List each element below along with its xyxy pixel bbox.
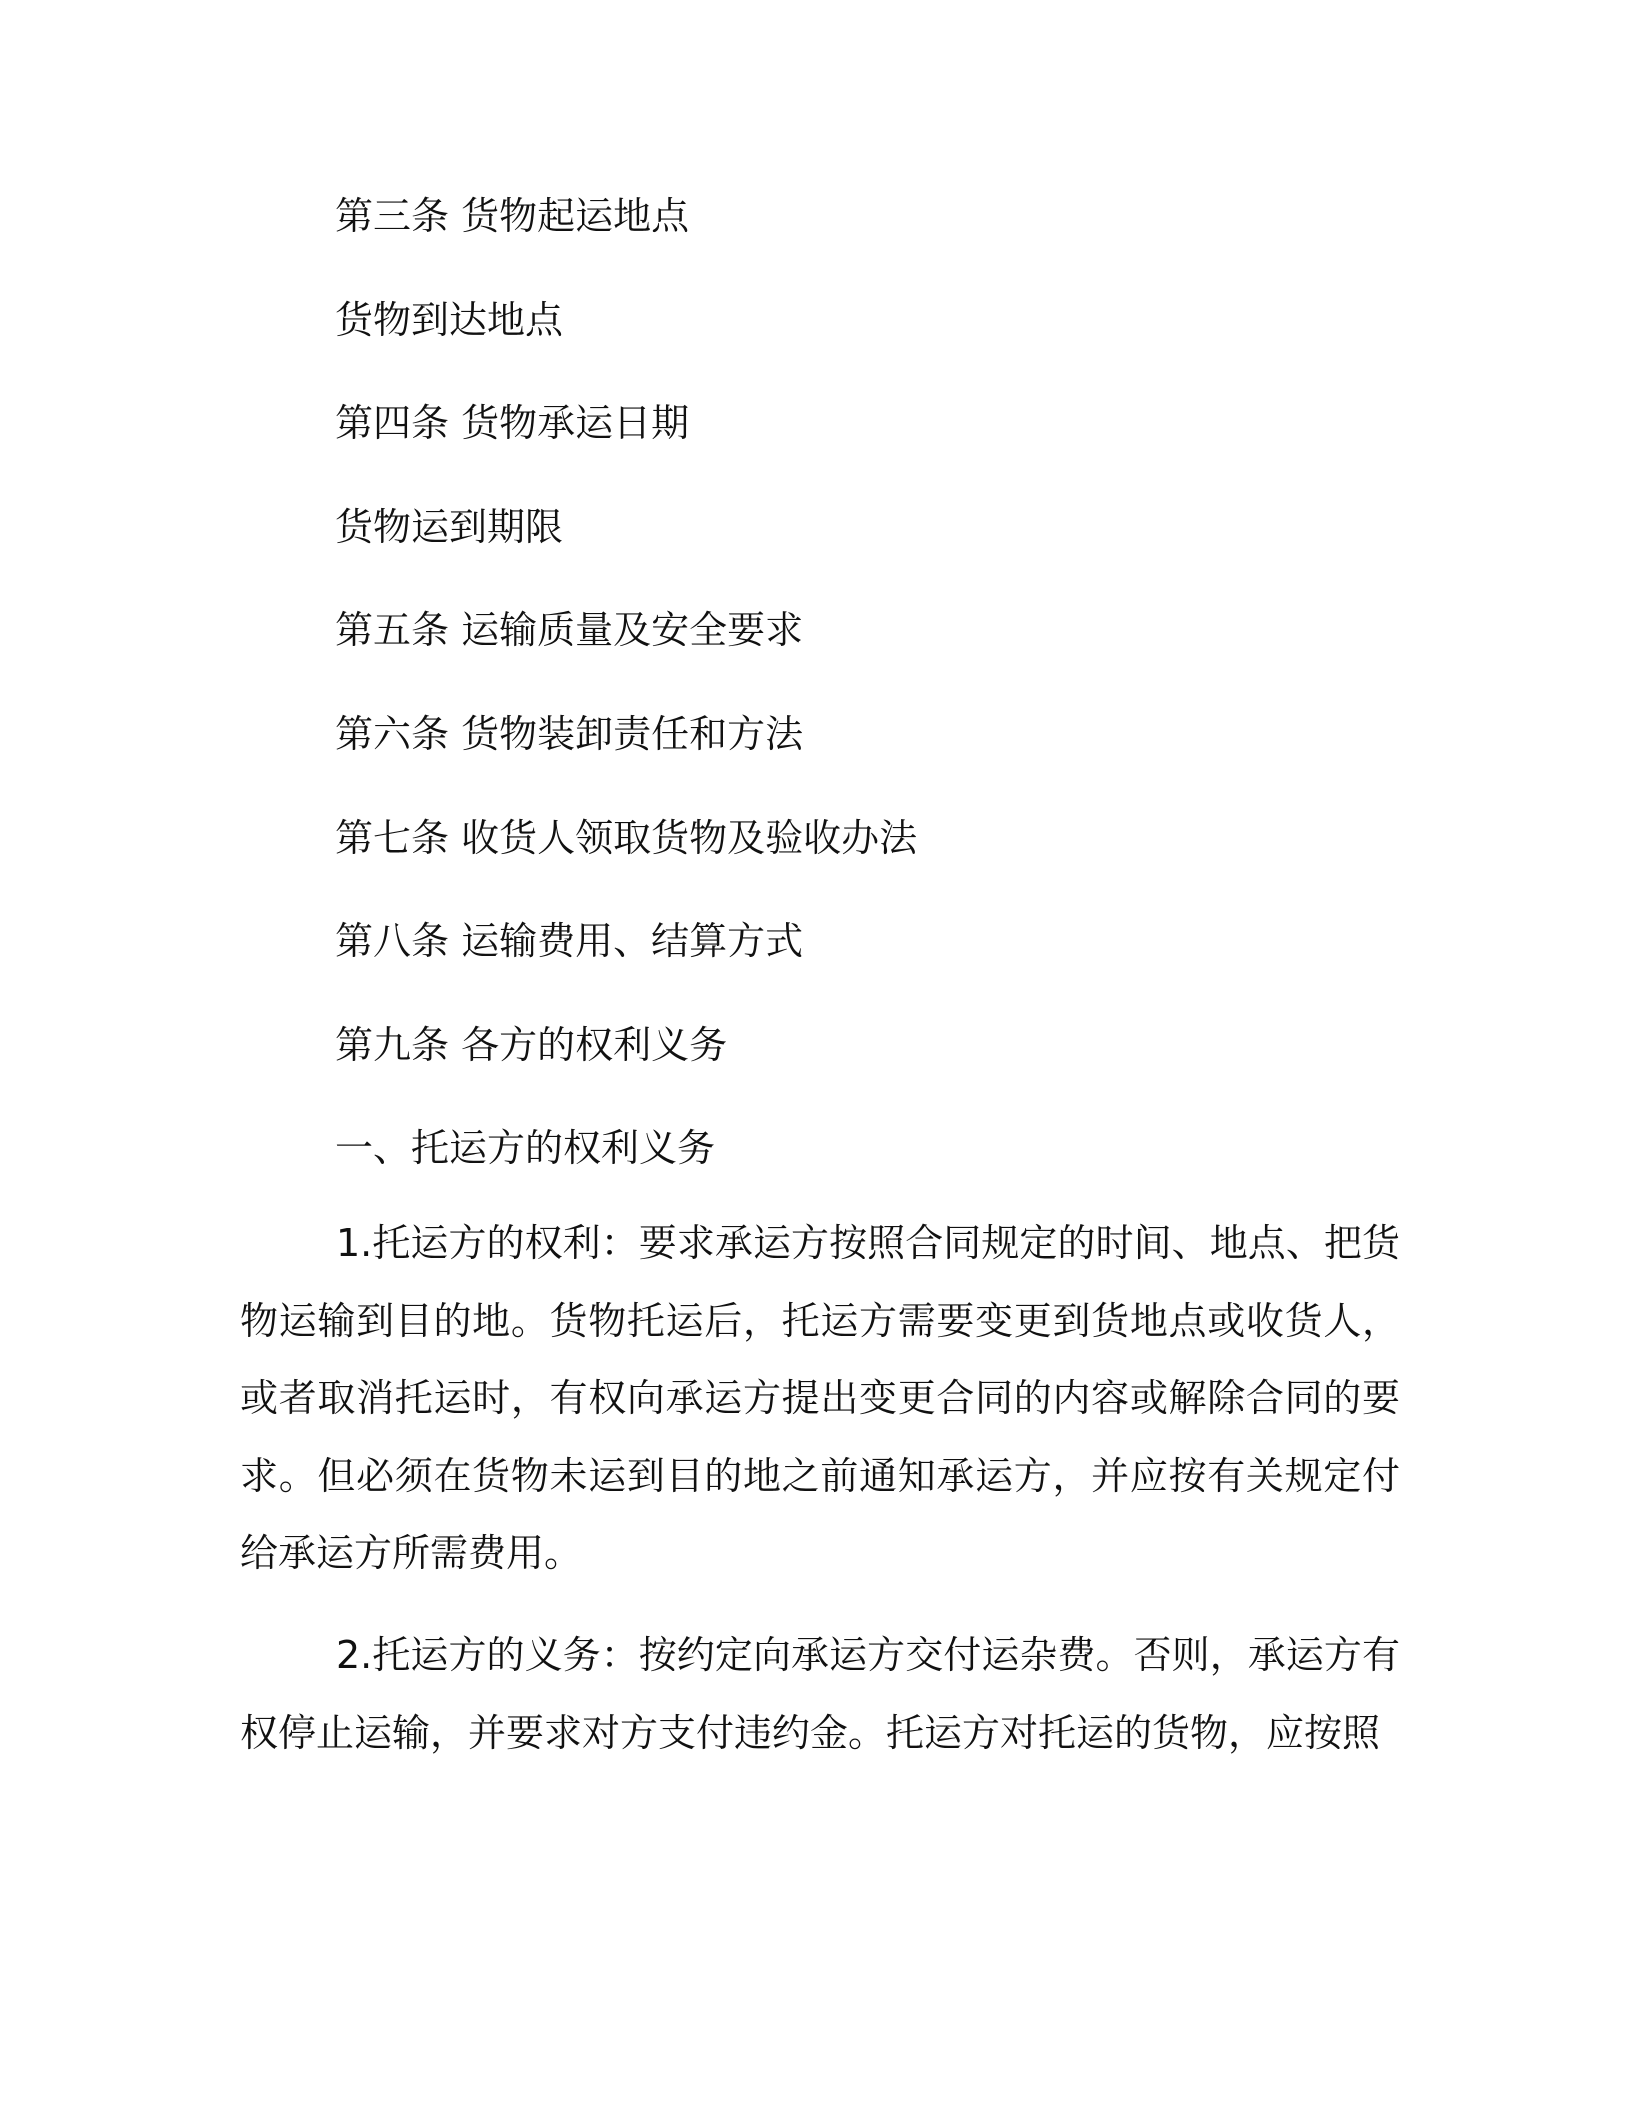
article-4-date: 第四条 货物承运日期 bbox=[335, 401, 690, 445]
article-3-destination: 货物到达地点 bbox=[335, 298, 564, 342]
article-6-loading: 第六条 货物装卸责任和方法 bbox=[335, 712, 804, 756]
article-4-deadline: 货物运到期限 bbox=[335, 505, 564, 549]
article-9-rights: 第九条 各方的权利义务 bbox=[335, 1023, 728, 1067]
paragraph-shipper-rights: 1.托运方的权利：要求承运方按照合同规定的时间、地点、把货物运输到目的地。货物托运后，托运方需要变更到货地点或收货人，或者取消托运时，有权向承运方提出变更合同的内容或解除合同的要求。但必须在货物未运到目的地之前通知承运方，并应按有关规定付给承运方所需费用。 bbox=[240, 1221, 1400, 1575]
section-shipper-rights: 一、托运方的权利义务 bbox=[335, 1126, 716, 1170]
article-7-receipt: 第七条 收货人领取货物及验收办法 bbox=[335, 816, 918, 860]
paragraph-shipper-obligations: 2.托运方的义务：按约定向承运方交付运杂费。否则，承运方有权停止运输，并要求对方支付违约金。托运方对托运的货物，应按照 bbox=[240, 1633, 1400, 1755]
article-5-quality: 第五条 运输质量及安全要求 bbox=[335, 608, 804, 652]
article-3-origin: 第三条 货物起运地点 bbox=[335, 194, 690, 238]
article-8-fees: 第八条 运输费用、结算方式 bbox=[335, 919, 804, 963]
